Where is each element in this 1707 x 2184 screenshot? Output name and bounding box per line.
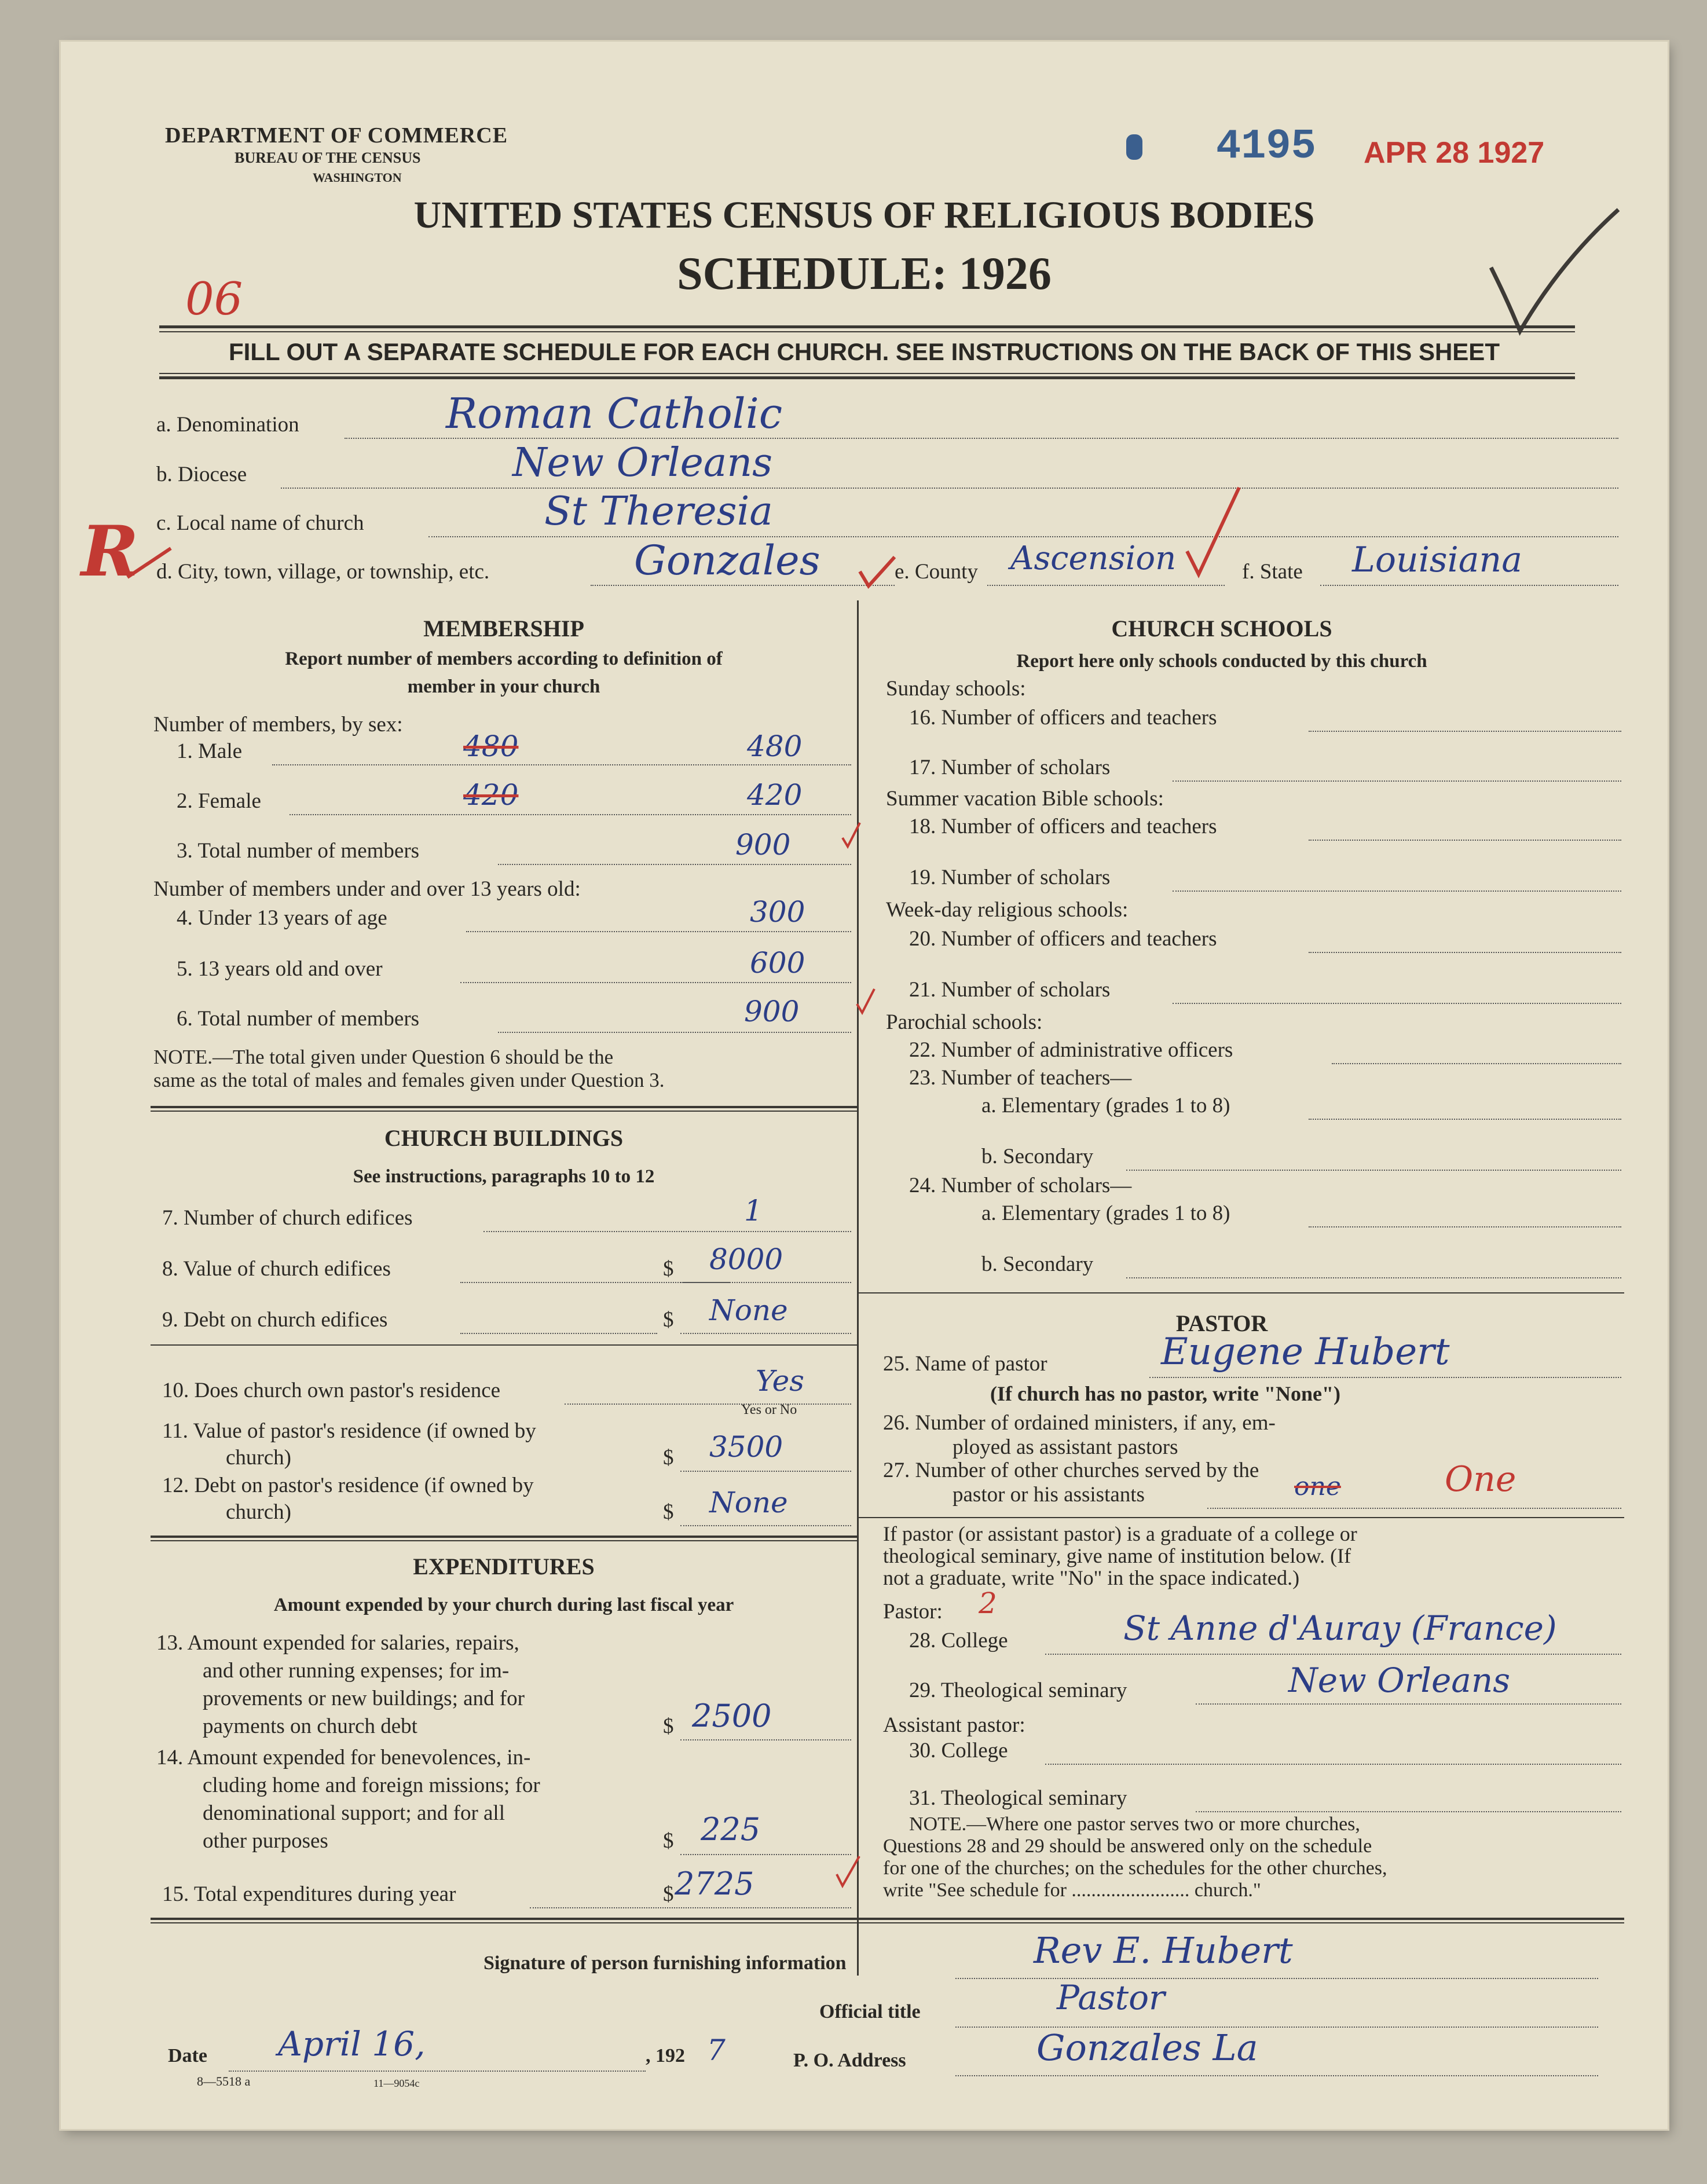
q14-label-1: 14. Amount expended for benevolences, in- — [156, 1746, 531, 1769]
membership-note-2: same as the total of males and females given under Question 3. — [153, 1069, 665, 1091]
buildings-rule — [151, 1344, 857, 1346]
county-value: Ascension — [1010, 540, 1177, 577]
po-address-label: P. O. Address — [793, 2050, 906, 2071]
pastor-marker: 2 — [979, 1586, 997, 1620]
print-number: 11—9054c — [373, 2077, 420, 2089]
buildings-bottom-rule-2 — [151, 1540, 857, 1541]
q31-label: 31. Theological seminary — [909, 1786, 1127, 1810]
membership-rule — [151, 1106, 857, 1108]
q8-dollar: $ — [663, 1257, 674, 1281]
q30-line — [1045, 1738, 1621, 1765]
q9-line — [460, 1307, 657, 1334]
county-label: e. County — [895, 560, 978, 584]
q14-label-3: denominational support; and for all — [203, 1801, 505, 1825]
denomination-value: Roman Catholic — [446, 389, 783, 438]
q10-value: Yes — [756, 1364, 804, 1398]
date-label: Date — [168, 2045, 207, 2066]
expenditures-subheading: Amount expended by your church during last fiscal year — [273, 1595, 734, 1615]
form-title: UNITED STATES CENSUS OF RELIGIOUS BODIES — [413, 194, 1315, 236]
q14-label-2: cluding home and foreign missions; for — [203, 1773, 540, 1797]
q12-value: None — [709, 1486, 788, 1519]
official-title-value: Pastor — [1057, 1978, 1165, 2017]
q15-value: 2725 — [675, 1866, 754, 1902]
office-code-mark: 06 — [185, 273, 243, 325]
q6-total-members-label: 6. Total number of members — [177, 1007, 420, 1031]
q24-label: 24. Number of scholars— — [909, 1174, 1132, 1197]
q20-label: 20. Number of officers and teachers — [909, 927, 1217, 951]
q3-total-members-value: 900 — [735, 828, 791, 862]
q17-label: 17. Number of scholars — [909, 756, 1111, 779]
q24a-label: a. Elementary (grades 1 to 8) — [981, 1201, 1230, 1225]
signature-label: Signature of person furnishing information — [483, 1952, 847, 1974]
q26-label-1: 26. Number of ordained ministers, if any, em- — [883, 1411, 1276, 1435]
q25-note: (If church has no pastor, write "None") — [990, 1382, 1340, 1405]
header-rule-bottom — [159, 373, 1575, 374]
q9-value: None — [709, 1293, 788, 1327]
q30-label: 30. College — [909, 1739, 1008, 1762]
pastor-note-1: NOTE.—Where one pastor serves two or more churches, — [909, 1813, 1360, 1835]
q8-value: 8000 — [709, 1243, 783, 1276]
q29-label: 29. Theological seminary — [909, 1679, 1127, 1702]
column-divider — [857, 600, 859, 1976]
q1-male-label: 1. Male — [177, 739, 243, 763]
state-value: Louisiana — [1352, 540, 1522, 580]
q27-label-1: 27. Number of other churches served by the — [883, 1459, 1259, 1482]
membership-heading: MEMBERSHIP — [423, 615, 584, 642]
q28-label: 28. College — [909, 1629, 1008, 1652]
q14-label-4: other purposes — [203, 1829, 328, 1853]
received-date-stamp: APR 28 1927 — [1364, 136, 1545, 170]
q24b-label: b. Secondary — [981, 1252, 1094, 1276]
q23a-label: a. Elementary (grades 1 to 8) — [981, 1094, 1230, 1117]
year-value: 7 — [707, 2033, 726, 2067]
church-buildings-subheading: See instructions, paragraphs 10 to 12 — [353, 1166, 655, 1187]
q23-label: 23. Number of teachers— — [909, 1066, 1132, 1090]
department-heading: DEPARTMENT OF COMMERCE — [165, 123, 508, 148]
diocese-value: New Orleans — [512, 440, 773, 486]
assistant-pastor-label: Assistant pastor: — [883, 1713, 1025, 1737]
q10-label: 10. Does church own pastor's residence — [162, 1379, 501, 1402]
year-prefix-label: , 192 — [646, 2045, 685, 2066]
expenditures-heading: EXPENDITURES — [413, 1553, 595, 1580]
q29-seminary-value: New Orleans — [1288, 1661, 1511, 1700]
q11-dollar: $ — [663, 1446, 674, 1470]
graduate-instruction-3: not a graduate, write "No" in the space indicated.) — [883, 1566, 1300, 1589]
separate-schedule-instruction: FILL OUT A SEPARATE SCHEDULE FOR EACH CHURCH. SEE INSTRUCTIONS ON THE BACK OF THIS SHEET — [229, 338, 1500, 365]
q11-label-1: 11. Value of pastor's residence (if owned by — [162, 1419, 536, 1443]
q16-line — [1309, 705, 1621, 732]
q9-label: 9. Debt on church edifices — [162, 1308, 388, 1332]
q27-line — [1207, 1482, 1621, 1509]
q7-label: 7. Number of church edifices — [162, 1206, 413, 1230]
signature-value: Rev E. Hubert — [1034, 1929, 1293, 1972]
sunday-schools-label: Sunday schools: — [886, 677, 1026, 701]
membership-note-1: NOTE.—The total given under Question 6 should be the — [153, 1046, 614, 1068]
q22-label: 22. Number of administrative officers — [909, 1038, 1233, 1062]
q13-value: 2500 — [692, 1698, 772, 1734]
q13-dollar: $ — [663, 1714, 674, 1738]
q10-yes-no-hint: Yes or No — [741, 1402, 797, 1417]
red-tick-icon — [840, 820, 863, 849]
q11-value: 3500 — [709, 1430, 783, 1464]
q2-struck-value: 420 — [463, 778, 519, 812]
city-label: d. City, town, village, or township, etc. — [156, 560, 490, 584]
diocese-label: b. Diocese — [156, 463, 247, 486]
q13-label-1: 13. Amount expended for salaries, repairs, — [156, 1631, 519, 1655]
census-schedule-sheet — [61, 42, 1668, 2129]
summer-schools-label: Summer vacation Bible schools: — [886, 787, 1164, 811]
q4-under-13-label: 4. Under 13 years of age — [177, 906, 387, 930]
official-title-label: Official title — [819, 2001, 921, 2022]
po-address-value: Gonzales La — [1036, 2027, 1258, 2069]
footer-rule-2 — [151, 1922, 1624, 1923]
q11-label-2: church) — [226, 1446, 291, 1470]
red-tick-icon — [834, 1854, 863, 1889]
pastor-rule — [859, 1517, 1624, 1518]
buildings-bottom-rule — [151, 1536, 857, 1538]
q3-line — [498, 838, 851, 865]
graduate-instruction-1: If pastor (or assistant pastor) is a graduate of a college or — [883, 1522, 1357, 1545]
church-buildings-heading: CHURCH BUILDINGS — [384, 1125, 624, 1151]
q21-label: 21. Number of scholars — [909, 978, 1111, 1002]
q5-13-and-over-label: 5. 13 years old and over — [177, 957, 383, 981]
membership-subheading-2: member in your church — [407, 676, 600, 697]
q9-dollar: $ — [663, 1308, 674, 1332]
received-number-stamp: 4195 — [1216, 123, 1316, 170]
q12-label-2: church) — [226, 1500, 291, 1524]
q26-line — [1236, 1435, 1621, 1460]
q13-label-3: provements or new buildings; and for — [203, 1687, 525, 1710]
pastor-heading: PASTOR — [1175, 1310, 1268, 1336]
state-label: f. State — [1242, 560, 1303, 584]
q25-pastor-name-value: Eugene Hubert — [1161, 1331, 1450, 1373]
stamp-blot-icon — [1126, 134, 1142, 160]
form-number: 8—5518 a — [197, 2074, 251, 2088]
q21-line — [1173, 977, 1621, 1004]
q23b-label: b. Secondary — [981, 1145, 1094, 1168]
q23a-line — [1309, 1093, 1621, 1120]
q19-label: 19. Number of scholars — [909, 866, 1111, 889]
schools-rule — [859, 1292, 1624, 1293]
q10-line — [565, 1378, 851, 1405]
q15-label: 15. Total expenditures during year — [162, 1882, 456, 1906]
q6-total-members-value: 900 — [744, 995, 800, 1028]
q4-under-13-value: 300 — [750, 895, 805, 929]
q25-label: 25. Name of pastor — [883, 1352, 1047, 1376]
q13-label-4: payments on church debt — [203, 1714, 417, 1738]
q27-struck-value: one — [1294, 1472, 1341, 1501]
church-schools-heading: CHURCH SCHOOLS — [1111, 615, 1332, 642]
city-value: Gonzales — [634, 537, 820, 584]
q31-line — [1196, 1786, 1621, 1812]
q19-line — [1173, 865, 1621, 892]
header-rule-bottom-2 — [159, 376, 1575, 379]
pastor-note-4: write "See schedule for ........................ church." — [883, 1879, 1261, 1901]
q5-13-and-over-value: 600 — [750, 946, 805, 980]
q12-label-1: 12. Debt on pastor's residence (if owned by — [162, 1474, 534, 1497]
review-mark: R — [81, 511, 139, 592]
membership-rule-2 — [151, 1111, 857, 1112]
diocese-line — [281, 462, 1618, 489]
q15-dollar: $ — [663, 1882, 674, 1906]
checkmark-icon — [1479, 192, 1630, 343]
q16-label: 16. Number of officers and teachers — [909, 706, 1217, 730]
official-title-line — [955, 2001, 1598, 2028]
q18-label: 18. Number of officers and teachers — [909, 815, 1217, 838]
q27-label-2: pastor or his assistants — [953, 1483, 1145, 1507]
graduate-instruction-2: theological seminary, give name of institution below. (If — [883, 1544, 1351, 1567]
q2-female-value: 420 — [747, 778, 803, 812]
red-tick-icon — [854, 987, 877, 1016]
church-schools-subheading: Report here only schools conducted by this church — [1016, 651, 1427, 672]
q2-female-label: 2. Female — [177, 789, 261, 813]
q7-value: 1 — [744, 1194, 763, 1227]
q24a-line — [1309, 1201, 1621, 1227]
q1-male-value: 480 — [747, 730, 803, 763]
q14-value: 225 — [701, 1811, 761, 1848]
parochial-schools-label: Parochial schools: — [886, 1010, 1043, 1034]
footer-rule — [151, 1918, 1624, 1920]
age-intro-label: Number of members under and over 13 years old: — [153, 877, 581, 901]
pastor-note-2: Questions 28 and 29 should be answered only on the schedule — [883, 1835, 1372, 1857]
q14-dollar: $ — [663, 1829, 674, 1853]
members-by-sex-label: Number of members, by sex: — [153, 713, 403, 736]
q7-line — [483, 1205, 851, 1232]
bureau-heading: BUREAU OF THE CENSUS — [235, 149, 421, 166]
weekday-schools-label: Week-day religious schools: — [886, 898, 1129, 922]
q13-label-2: and other running expenses; for im- — [203, 1659, 510, 1683]
q24b-line — [1126, 1252, 1621, 1278]
local-church-name-label: c. Local name of church — [156, 511, 364, 535]
q28-college-value: St Anne d'Auray (France) — [1123, 1608, 1557, 1648]
header-rule-top-2 — [159, 331, 1575, 332]
date-value: April 16, — [278, 2024, 426, 2064]
q18-line — [1309, 814, 1621, 841]
header-rule-top — [159, 325, 1575, 328]
local-church-name-value: St Theresia — [544, 489, 773, 534]
q8-label: 8. Value of church edifices — [162, 1257, 391, 1281]
pastor-note-3: for one of the churches; on the schedules for the other churches, — [883, 1857, 1387, 1879]
membership-subheading-1: Report number of members according to definition of — [285, 648, 723, 669]
q22-line — [1332, 1038, 1621, 1064]
q17-line — [1173, 755, 1621, 782]
q20-line — [1309, 926, 1621, 953]
q26-label-2: ployed as assistant pastors — [953, 1435, 1178, 1459]
denomination-label: a. Denomination — [156, 413, 299, 437]
q23b-line — [1126, 1144, 1621, 1171]
pastor-subsection-label: Pastor: — [883, 1600, 943, 1624]
q27-value: One — [1445, 1459, 1516, 1500]
red-tick-icon — [857, 554, 898, 589]
q12-dollar: $ — [663, 1500, 674, 1524]
city-heading: WASHINGTON — [313, 170, 402, 185]
schedule-year: SCHEDULE: 1926 — [677, 248, 1052, 299]
red-tick-icon — [1181, 482, 1245, 580]
q3-total-members-label: 3. Total number of members — [177, 839, 420, 863]
q1-struck-value: 480 — [463, 730, 519, 763]
